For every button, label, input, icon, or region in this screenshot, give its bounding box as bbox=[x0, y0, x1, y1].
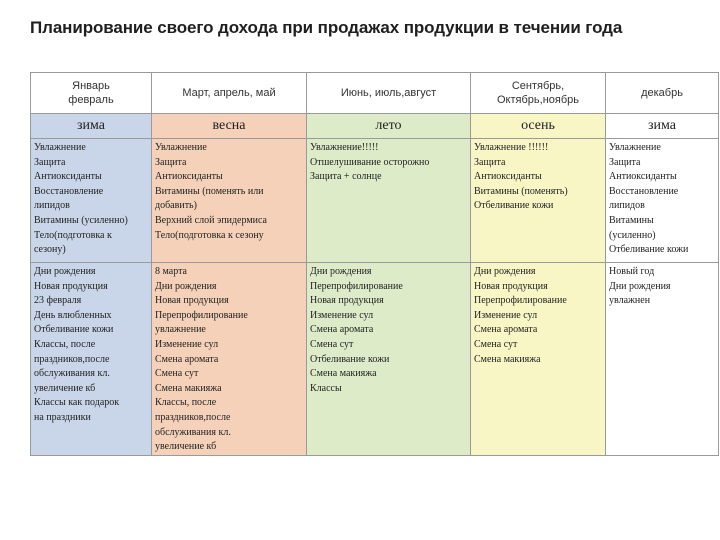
cell-line: Новая продукция bbox=[310, 295, 384, 307]
season-cell bbox=[31, 114, 152, 139]
cell-line: Смена макияжа bbox=[474, 353, 541, 365]
cell-line: липидов bbox=[609, 200, 645, 212]
cell-line: Увлажнение bbox=[609, 142, 661, 153]
months-header-cell bbox=[152, 73, 307, 114]
cell-line: Классы, после bbox=[34, 338, 96, 350]
cell-line: добавить) bbox=[155, 200, 197, 212]
months-header-cell bbox=[31, 73, 152, 114]
cell-line: (усиленно) bbox=[609, 229, 656, 241]
cell-line: Перепрофилирование bbox=[474, 295, 567, 307]
cell-line: Увлажнение!!!!! bbox=[310, 142, 379, 153]
cell-line: Отбеливание кожи bbox=[474, 200, 554, 212]
cell-line: Новая продукция bbox=[474, 280, 548, 292]
cell-line: Дни рождения bbox=[34, 266, 96, 277]
cell-line: 23 февраля bbox=[34, 295, 82, 307]
cell-line: Увлажнение bbox=[34, 142, 86, 153]
cell-line: Март, апрель, май bbox=[182, 87, 276, 99]
cell-line: Защита + солнце bbox=[310, 171, 382, 183]
cell-line: праздников,после bbox=[155, 411, 231, 423]
cell-line: День влюбленных bbox=[34, 309, 112, 321]
cell-line: обслуживания кл. bbox=[155, 426, 231, 438]
cell-line: Витамины bbox=[609, 214, 654, 226]
events-cell bbox=[606, 263, 719, 456]
months-header-cell bbox=[307, 73, 471, 114]
cell-line: 8 марта bbox=[155, 266, 187, 277]
cell-line: Восстановление bbox=[34, 185, 104, 197]
cell-line: декабрь bbox=[641, 87, 683, 99]
page-title: Планирование своего дохода при продажах продукции в течении года bbox=[30, 18, 623, 37]
events-row bbox=[31, 263, 719, 456]
cell-line: Новая продукция bbox=[34, 280, 108, 292]
care-cell bbox=[606, 139, 719, 263]
cell-line: Защита bbox=[155, 156, 187, 168]
care-cell bbox=[152, 139, 307, 263]
cell-line: Антиоксиданты bbox=[474, 171, 542, 183]
cell-line: увеличение кб bbox=[34, 382, 96, 394]
events-cell bbox=[471, 263, 606, 456]
months-header-row bbox=[31, 73, 719, 114]
cell-line: Витамины (поменять или bbox=[155, 185, 264, 197]
season-cell bbox=[152, 114, 307, 139]
events-cell bbox=[31, 263, 152, 456]
care-row bbox=[31, 139, 719, 263]
season-cell bbox=[606, 114, 719, 139]
cell-line: липидов bbox=[34, 200, 70, 212]
cell-line: Дни рождения bbox=[155, 280, 217, 292]
yearly-plan-table bbox=[30, 72, 719, 456]
cell-line: Антиоксиданты bbox=[609, 171, 677, 183]
cell-line: обслуживания кл. bbox=[34, 368, 110, 380]
cell-line: сезону) bbox=[34, 244, 66, 256]
cell-line: Увлажнение !!!!!! bbox=[474, 142, 549, 153]
cell-line: Витамины (усиленно) bbox=[34, 214, 128, 226]
cell-line: Дни рождения bbox=[310, 266, 372, 277]
cell-line: на праздники bbox=[34, 411, 91, 423]
cell-line: Новый год bbox=[609, 266, 655, 277]
cell-line: Перепрофилирование bbox=[310, 280, 403, 292]
cell-line: Защита bbox=[34, 156, 66, 168]
cell-line: Защита bbox=[609, 156, 641, 168]
cell-line: Июнь, июль,август bbox=[340, 87, 437, 99]
cell-line: Витамины (поменять) bbox=[474, 185, 568, 197]
cell-line: Отбеливание кожи bbox=[34, 324, 114, 336]
cell-line: Смена аромата bbox=[310, 324, 374, 336]
cell-line: Январь bbox=[72, 80, 110, 92]
cell-line: Классы bbox=[310, 382, 342, 394]
season-label: осень bbox=[521, 118, 555, 133]
cell-line: праздников,после bbox=[34, 353, 110, 365]
cell-line: Отбеливание кожи bbox=[609, 244, 689, 256]
care-cell bbox=[471, 139, 606, 263]
cell-line: увлажнен bbox=[609, 295, 651, 307]
cell-line: Смена аромата bbox=[474, 324, 538, 336]
cell-line: Антиоксиданты bbox=[155, 171, 223, 183]
cell-line: Тело(подготовка к сезону bbox=[155, 229, 264, 241]
cell-line: Антиоксиданты bbox=[34, 171, 102, 183]
cell-line: Дни рождения bbox=[474, 266, 536, 277]
cell-line: Октябрь,ноябрь bbox=[497, 94, 579, 106]
events-cell bbox=[152, 263, 307, 456]
season-label: зима bbox=[77, 118, 105, 133]
season-label: зима bbox=[648, 118, 676, 133]
cell-line: Классы как подарок bbox=[34, 397, 120, 409]
cell-line: Перепрофилирование bbox=[155, 309, 248, 321]
cell-line: Новая продукция bbox=[155, 295, 229, 307]
cell-line: Восстановление bbox=[609, 185, 679, 197]
cell-line: Дни рождения bbox=[609, 280, 671, 292]
care-cell bbox=[31, 139, 152, 263]
cell-line: Защита bbox=[474, 156, 506, 168]
cell-line: Сентябрь, bbox=[511, 80, 565, 92]
months-header-cell bbox=[471, 73, 606, 114]
cell-line: увеличение кб bbox=[155, 441, 217, 453]
season-cell bbox=[471, 114, 606, 139]
months-header-cell bbox=[606, 73, 719, 114]
season-label: лето bbox=[375, 118, 402, 133]
cell-line: Увлажнение bbox=[155, 142, 207, 153]
cell-line: увлажнение bbox=[155, 324, 206, 336]
cell-line: Классы, после bbox=[155, 397, 217, 409]
cell-line: февраль bbox=[68, 94, 114, 106]
cell-line: Смена сут bbox=[310, 338, 354, 350]
cell-line: Изменение сул bbox=[474, 309, 538, 321]
cell-line: Отшелушивание осторожно bbox=[310, 156, 430, 168]
events-cell bbox=[307, 263, 471, 456]
season-label: весна bbox=[212, 118, 246, 133]
cell-line: Смена сут bbox=[474, 338, 518, 350]
care-cell bbox=[307, 139, 471, 263]
season-cell bbox=[307, 114, 471, 139]
cell-line: Смена аромата bbox=[155, 353, 219, 365]
cell-line: Смена макияжа bbox=[310, 368, 377, 380]
cell-line: Изменение сул bbox=[155, 338, 219, 350]
cell-line: Тело(подготовка к bbox=[34, 229, 112, 241]
season-row bbox=[31, 114, 719, 139]
cell-line: Верхний слой эпидермиса bbox=[155, 214, 267, 226]
cell-line: Смена сут bbox=[155, 368, 199, 380]
cell-line: Отбеливание кожи bbox=[310, 353, 390, 365]
cell-line: Изменение сул bbox=[310, 309, 374, 321]
cell-line: Смена макияжа bbox=[155, 382, 222, 394]
